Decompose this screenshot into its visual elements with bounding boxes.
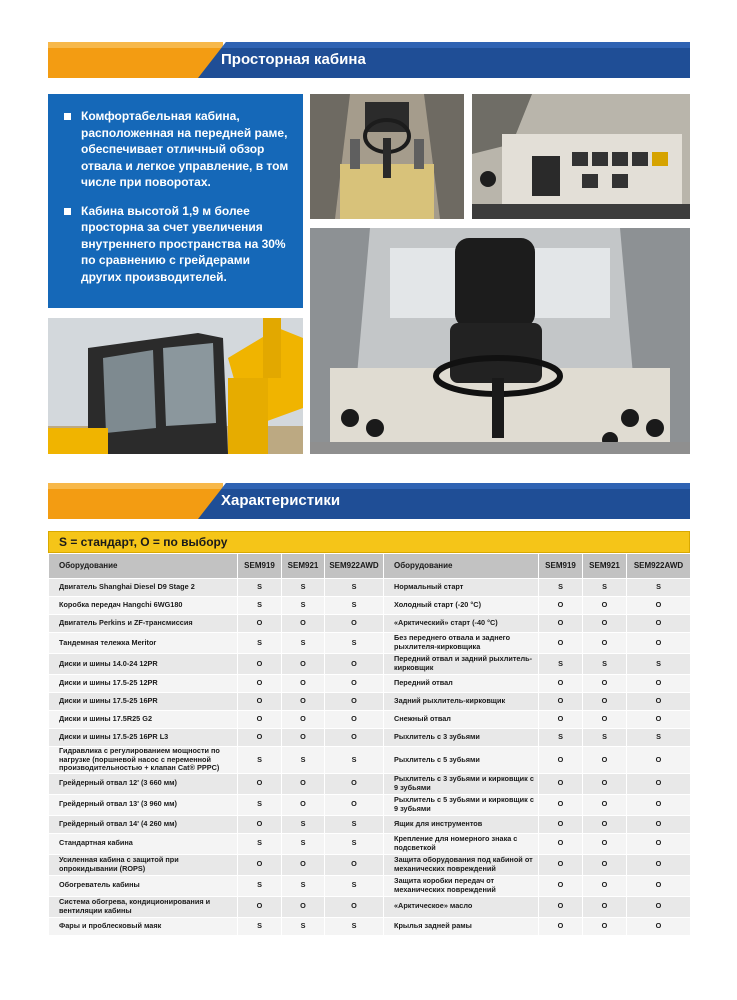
availability-cell: O [583,615,627,633]
equipment-cell: Диски и шины 17.5-25 16PR [49,693,238,711]
table-row [49,794,691,815]
availability-cell: O [282,693,325,711]
availability-cell: O [583,833,627,854]
availability-cell: S [282,833,325,854]
availability-cell: S [583,579,627,597]
availability-cell: O [627,711,691,729]
column-header: SEM921 [282,554,325,579]
availability-cell: O [325,654,384,675]
availability-cell: O [583,675,627,693]
availability-cell: O [238,615,282,633]
column-header: SEM921 [583,554,627,579]
column-header: Оборудование [49,554,238,579]
availability-cell: O [539,711,583,729]
availability-cell: S [325,597,384,615]
availability-cell: O [282,896,325,917]
availability-cell: O [539,815,583,833]
equipment-cell: Рыхлитель с 3 зубьями [384,729,539,747]
availability-cell: O [627,633,691,654]
availability-cell: O [282,854,325,875]
section-title: Характеристики [221,492,341,509]
availability-cell: O [325,711,384,729]
equipment-cell: «Арктический» старт (-40 °C) [384,615,539,633]
column-header: SEM922AWD [325,554,384,579]
availability-cell: S [238,833,282,854]
equipment-cell: Обогреватель кабины [49,875,238,896]
equipment-cell: Коробка передач Hangchi 6WG180 [49,597,238,615]
availability-cell: O [583,747,627,774]
availability-cell: O [583,794,627,815]
availability-cell: O [282,615,325,633]
equipment-cell: Нормальный старт [384,579,539,597]
availability-cell: O [238,854,282,875]
availability-cell: O [583,917,627,935]
table-row [49,693,691,711]
availability-cell: O [627,675,691,693]
availability-cell: O [238,675,282,693]
availability-cell: O [282,711,325,729]
availability-cell: O [583,815,627,833]
availability-cell: S [282,579,325,597]
availability-cell: O [627,773,691,794]
equipment-cell: Гидравлика с регулированием мощности по нагрузке (поршневой насос с переменной производительностью + клапан Cat® PPPC) [49,747,238,774]
spec-table [48,553,691,936]
availability-cell: S [325,579,384,597]
table-row [49,654,691,675]
availability-cell: O [583,875,627,896]
equipment-cell: Двигатель Shanghai Diesel D9 Stage 2 [49,579,238,597]
availability-cell: O [282,794,325,815]
availability-cell: S [539,729,583,747]
table-row [49,815,691,833]
table-row [49,675,691,693]
equipment-cell: Крылья задней рамы [384,917,539,935]
equipment-cell: Грейдерный отвал 12' (3 660 мм) [49,773,238,794]
availability-cell: S [325,833,384,854]
availability-cell: O [539,917,583,935]
column-header: SEM919 [539,554,583,579]
equipment-cell: Двигатель Perkins и ZF-трансмиссия [49,615,238,633]
availability-cell: S [282,633,325,654]
equipment-cell: Без переднего отвала и заднего рыхлителя-кирковщика [384,633,539,654]
section-banner-specs [48,483,690,519]
availability-cell: O [238,729,282,747]
availability-cell: O [627,747,691,774]
availability-cell: O [627,917,691,935]
availability-cell: O [325,693,384,711]
availability-cell: O [539,633,583,654]
table-row [49,615,691,633]
bullet-item: Комфортабельная кабина, расположенная на передней раме, обеспечивает отличный обзор отвала и легкое управление, в том числе при поворотах. [64,108,291,191]
availability-cell: O [539,854,583,875]
availability-cell: S [325,747,384,774]
table-row [49,597,691,615]
equipment-cell: Передний отвал [384,675,539,693]
section-title: Просторная кабина [221,51,366,68]
control-panel-photo [472,94,690,219]
availability-cell: O [539,615,583,633]
availability-cell: S [325,917,384,935]
equipment-cell: Диски и шины 17.5-25 16PR L3 [49,729,238,747]
availability-cell: O [325,675,384,693]
equipment-cell: «Арктическое» масло [384,896,539,917]
availability-cell: O [539,896,583,917]
availability-cell: S [238,875,282,896]
availability-cell: O [627,615,691,633]
availability-cell: O [325,773,384,794]
availability-cell: S [325,633,384,654]
equipment-cell: Рыхлитель с 5 зубьями и кирковщик с 9 зубьями [384,794,539,815]
availability-cell: O [627,896,691,917]
equipment-cell: Диски и шины 17.5R25 G2 [49,711,238,729]
equipment-cell: Крепление для номерного знака с подсветкой [384,833,539,854]
table-header-row [49,554,691,579]
equipment-cell: Ящик для инструментов [384,815,539,833]
availability-cell: O [325,896,384,917]
availability-cell: O [627,833,691,854]
availability-cell: O [627,854,691,875]
availability-cell: O [539,794,583,815]
availability-cell: S [282,597,325,615]
availability-cell: S [238,597,282,615]
table-row [49,875,691,896]
table-row [49,896,691,917]
equipment-cell: Защита оборудования под кабиной от механических повреждений [384,854,539,875]
availability-cell: O [583,854,627,875]
equipment-cell: Рыхлитель с 3 зубьями и кирковщик с 9 зубьями [384,773,539,794]
availability-cell: S [238,917,282,935]
availability-cell: S [583,729,627,747]
availability-cell: O [282,675,325,693]
feature-box [48,94,303,308]
availability-cell: O [583,693,627,711]
column-header: SEM922AWD [627,554,691,579]
table-row [49,917,691,935]
operator-seat-photo [310,228,690,454]
equipment-cell: Снежный отвал [384,711,539,729]
table-row [49,773,691,794]
table-row [49,729,691,747]
operator-seat-illustration [310,228,690,454]
section-banner-cabin [48,42,690,78]
equipment-cell: Система обогрева, кондиционирования и вентиляции кабины [49,896,238,917]
availability-cell: S [238,579,282,597]
availability-cell: O [583,711,627,729]
equipment-cell: Фары и проблесковый маяк [49,917,238,935]
availability-cell: S [282,815,325,833]
equipment-cell: Холодный старт (-20 °C) [384,597,539,615]
table-body [49,579,691,936]
availability-cell: O [282,729,325,747]
availability-cell: O [583,633,627,654]
availability-cell: O [238,896,282,917]
availability-cell: S [282,917,325,935]
availability-cell: O [627,875,691,896]
availability-cell: O [583,597,627,615]
equipment-cell: Передний отвал и задний рыхлитель-кирковщик [384,654,539,675]
availability-cell: O [238,693,282,711]
availability-cell: S [325,875,384,896]
availability-cell: O [539,875,583,896]
column-header: SEM919 [238,554,282,579]
availability-cell: O [325,729,384,747]
availability-cell: S [238,747,282,774]
availability-cell: O [539,675,583,693]
availability-cell: O [238,654,282,675]
availability-cell: O [325,794,384,815]
equipment-cell: Диски и шины 17.5-25 12PR [49,675,238,693]
availability-cell: O [539,747,583,774]
equipment-cell: Задний рыхлитель-кирковщик [384,693,539,711]
availability-cell: O [539,693,583,711]
availability-cell: S [539,654,583,675]
availability-cell: O [627,794,691,815]
availability-cell: O [583,773,627,794]
availability-cell: O [238,815,282,833]
bullet-square-icon [64,208,71,215]
control-panel-illustration [472,94,690,219]
availability-cell: O [583,896,627,917]
table-row [49,747,691,774]
availability-cell: S [627,654,691,675]
table-row [49,579,691,597]
availability-cell: O [627,693,691,711]
availability-cell: O [282,773,325,794]
equipment-cell: Грейдерный отвал 13' (3 960 мм) [49,794,238,815]
column-header: Оборудование [384,554,539,579]
table-row [49,711,691,729]
cab-exterior-photo [48,318,303,454]
availability-cell: O [325,854,384,875]
equipment-cell: Диски и шины 14.0-24 12PR [49,654,238,675]
availability-cell: O [238,711,282,729]
equipment-cell: Защита коробки передач от механических повреждений [384,875,539,896]
availability-cell: O [539,597,583,615]
equipment-cell: Тандемная тележка Meritor [49,633,238,654]
availability-cell: S [583,654,627,675]
availability-cell: O [325,615,384,633]
availability-cell: O [627,815,691,833]
availability-cell: S [539,579,583,597]
availability-cell: O [539,833,583,854]
cab-interior-illustration [310,94,464,219]
equipment-cell: Стандартная кабина [49,833,238,854]
availability-cell: S [325,815,384,833]
availability-cell: O [627,597,691,615]
table-row [49,854,691,875]
bullet-square-icon [64,113,71,120]
availability-cell: S [627,579,691,597]
equipment-cell: Грейдерный отвал 14' (4 260 мм) [49,815,238,833]
availability-cell: S [282,747,325,774]
legend-text: S = стандарт, O = по выбору [59,535,228,549]
cab-exterior-illustration [48,318,303,454]
availability-cell: O [238,773,282,794]
bullet-item: Кабина высотой 1,9 м более просторна за счет увеличения внутреннего пространства на 30% по сравнению с грейдерами других производителей. [64,203,291,286]
equipment-cell: Усиленная кабина с защитой при опрокидывании (ROPS) [49,854,238,875]
availability-cell: O [282,654,325,675]
equipment-cell: Рыхлитель с 5 зубьями [384,747,539,774]
legend-strip [48,531,690,553]
availability-cell: S [627,729,691,747]
cab-interior-photo [310,94,464,219]
availability-cell: O [539,773,583,794]
availability-cell: S [282,875,325,896]
table-row [49,633,691,654]
availability-cell: S [238,794,282,815]
table-row [49,833,691,854]
availability-cell: S [238,633,282,654]
